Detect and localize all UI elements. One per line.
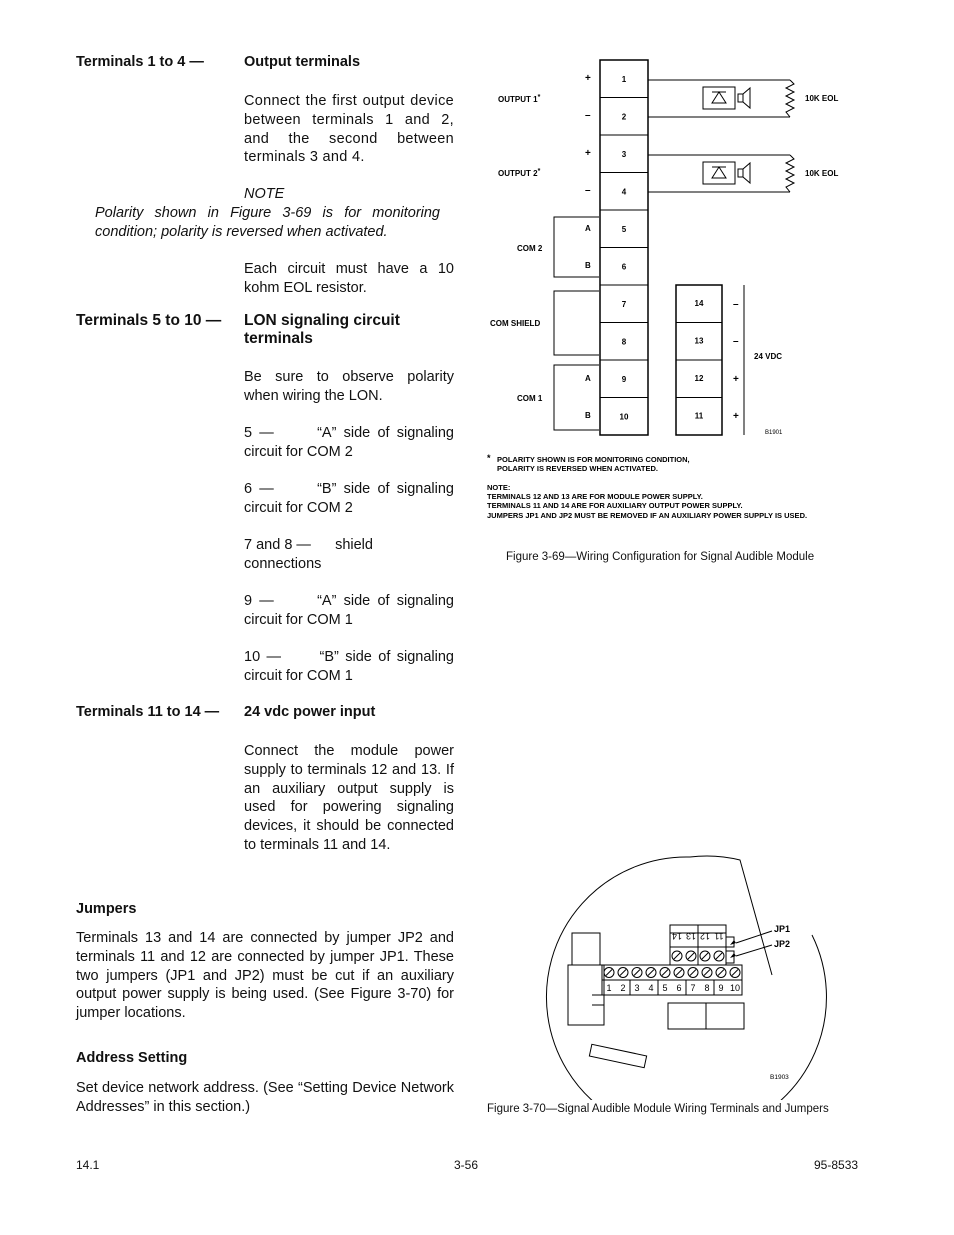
terminal-label: 6: [676, 983, 682, 993]
terminal-label: 5: [621, 224, 627, 234]
note-line3: JUMPERS JP1 AND JP2 MUST BE REMOVED IF AN AUXILIARY POWER SUPPLY IS USED.: [487, 511, 808, 520]
list-item: 10 — “B” side of signaling circuit for COM 1: [244, 649, 459, 684]
b-mark: B: [585, 261, 591, 270]
footnote-line2: POLARITY IS REVERSED WHEN ACTIVATED.: [497, 464, 658, 473]
terminal-label: 7: [621, 299, 627, 309]
plus-mark: +: [733, 374, 739, 385]
b-mark: B: [585, 411, 591, 420]
terminal-label: 13: [694, 336, 704, 346]
com1-bracket: [554, 365, 599, 430]
terminal-label: 9: [621, 374, 627, 384]
terminal-label: 3: [621, 149, 627, 159]
plus-mark: +: [585, 148, 591, 159]
minus-mark: –: [585, 185, 591, 196]
minus-mark: –: [585, 110, 591, 121]
paragraph-eol-resistor: Each circuit must have a 10 kohm EOL resistor.: [244, 261, 454, 296]
figure-code: B1901: [765, 430, 783, 436]
terminal-label: 14: [694, 299, 704, 308]
jp2-label: JP2: [774, 939, 791, 949]
com-shield-label: COM SHIELD: [490, 319, 541, 328]
minus-mark: –: [733, 336, 739, 347]
figure-caption-3-69: Figure 3-69—Wiring Configuration for Signal Audible Module: [506, 551, 815, 563]
section-label-terminals-11-14: Terminals 11 to 14 —: [76, 704, 220, 720]
footnote-line1: POLARITY SHOWN IS FOR MONITORING CONDITION,: [497, 455, 690, 464]
output2-label: OUTPUT 2*: [498, 168, 541, 178]
terminal-label: 8: [704, 983, 710, 993]
note-heading: NOTE:: [487, 483, 511, 492]
eol-resistor-icon: [786, 155, 794, 192]
terminal-label: 3: [634, 983, 640, 993]
output1-label: OUTPUT 1*: [498, 94, 541, 104]
footer-version: 14.1: [76, 1158, 100, 1172]
a-mark: A: [585, 224, 591, 233]
terminal-label: 9: [718, 983, 724, 993]
terminal-label: 8: [621, 337, 627, 347]
terminal-label: 11: [714, 931, 724, 941]
section-title-output-terminals: Output terminals: [244, 54, 361, 70]
heading-address-setting: Address Setting: [76, 1050, 188, 1066]
section-label-terminals-5-10: Terminals 5 to 10 —: [76, 312, 222, 329]
list-item: 5 — “A” side of signaling circuit for COM 2: [244, 425, 459, 460]
list-item: 7 and 8 — shield connections: [244, 537, 377, 572]
terminal-label: 6: [621, 262, 627, 272]
figure-caption-3-70: Figure 3-70—Signal Audible Module Wiring Terminals and Jumpers: [487, 1103, 829, 1115]
list-item: 6 — “B” side of signaling circuit for COM 2: [244, 481, 459, 516]
section-label-terminals-1-4: Terminals 1 to 4 —: [76, 54, 204, 70]
terminal-label: 14: [671, 931, 683, 941]
list-item: 9 — “A” side of signaling circuit for COM 1: [244, 593, 459, 628]
terminal-label: 2: [620, 983, 626, 993]
note-text: Polarity shown in Figure 3-69 is for monitoring condition; polarity is reversed when activated.: [95, 205, 440, 240]
eol2-label: 10K EOL: [805, 169, 839, 178]
paragraph-lon-polarity: Be sure to observe polarity when wiring the LON.: [244, 369, 454, 404]
terminal-label: 4: [621, 187, 627, 197]
horn-icon: [703, 162, 735, 184]
eol-resistor-icon: [786, 80, 794, 117]
plus-mark: +: [733, 411, 739, 422]
terminal-label: 12: [699, 931, 711, 941]
wiring-diagram-fig-3-69: [480, 55, 880, 535]
terminal-label: 4: [648, 983, 654, 993]
footnote-star: *: [487, 453, 491, 463]
paragraph-power-input: Connect the module power supply to terminals 12 and 13. If an auxiliary output supply is used for powering signaling devices, it should be connected to terminals 11 and 14.: [244, 743, 454, 853]
terminal-label: 1: [621, 74, 627, 84]
minus-mark: –: [733, 299, 739, 310]
com1-label: COM 1: [517, 394, 543, 403]
figure-code: B1903: [770, 1074, 789, 1081]
eol1-label: 10K EOL: [805, 94, 839, 103]
terminal-label: 1: [606, 983, 612, 993]
paragraph-output-terminals: Connect the first output device between terminals 1 and 2, and the second between terminals 3 and 4.: [244, 93, 454, 166]
terminal-label: 12: [694, 374, 704, 383]
com2-bracket: [554, 217, 599, 277]
detail-circle: [546, 857, 826, 1100]
terminal-label: 10: [729, 983, 741, 993]
note-line2: TERMINALS 11 AND 14 ARE FOR AUXILIARY OUTPUT POWER SUPPLY.: [487, 501, 743, 510]
heading-jumpers: Jumpers: [76, 901, 137, 917]
paragraph-address-setting: Set device network address. (See “Setting Device Network Addresses” in this section.): [76, 1080, 454, 1115]
paragraph-jumpers: Terminals 13 and 14 are connected by jumper JP2 and terminals 11 and 12 are connected by jumper JP1. These two jumpers (JP1 and JP2) must be cut if an auxiliary output power supply is being used. (See Figure 3-70) for jumper locations.: [76, 930, 454, 1022]
note-line1: TERMINALS 12 AND 13 ARE FOR MODULE POWER SUPPLY.: [487, 492, 703, 501]
terminal-label: 5: [662, 983, 668, 993]
terminal-label: 13: [685, 931, 697, 941]
terminal-diagram-fig-3-70: [540, 855, 870, 1100]
a-mark: A: [585, 374, 591, 383]
section-title-lon-terminals: LON signaling circuit terminals: [244, 312, 400, 347]
plus-mark: +: [585, 73, 591, 84]
terminal-label: 2: [621, 112, 627, 122]
footer-doc-number: 95-8533: [814, 1158, 859, 1172]
horn-icon: [703, 87, 735, 109]
com2-label: COM 2: [517, 244, 543, 253]
com-shield-bracket: [554, 291, 599, 355]
jp1-leader: [736, 931, 772, 943]
footer-page-number: 3-56: [454, 1158, 479, 1172]
24vdc-label: 24 VDC: [754, 352, 783, 361]
section-title-power-input: 24 vdc power input: [244, 704, 376, 720]
note-heading: NOTE: [244, 186, 285, 202]
jp1-label: JP1: [774, 924, 791, 934]
terminal-label: 7: [690, 983, 696, 993]
terminal-label: 10: [619, 412, 629, 422]
terminal-label: 11: [694, 411, 704, 421]
